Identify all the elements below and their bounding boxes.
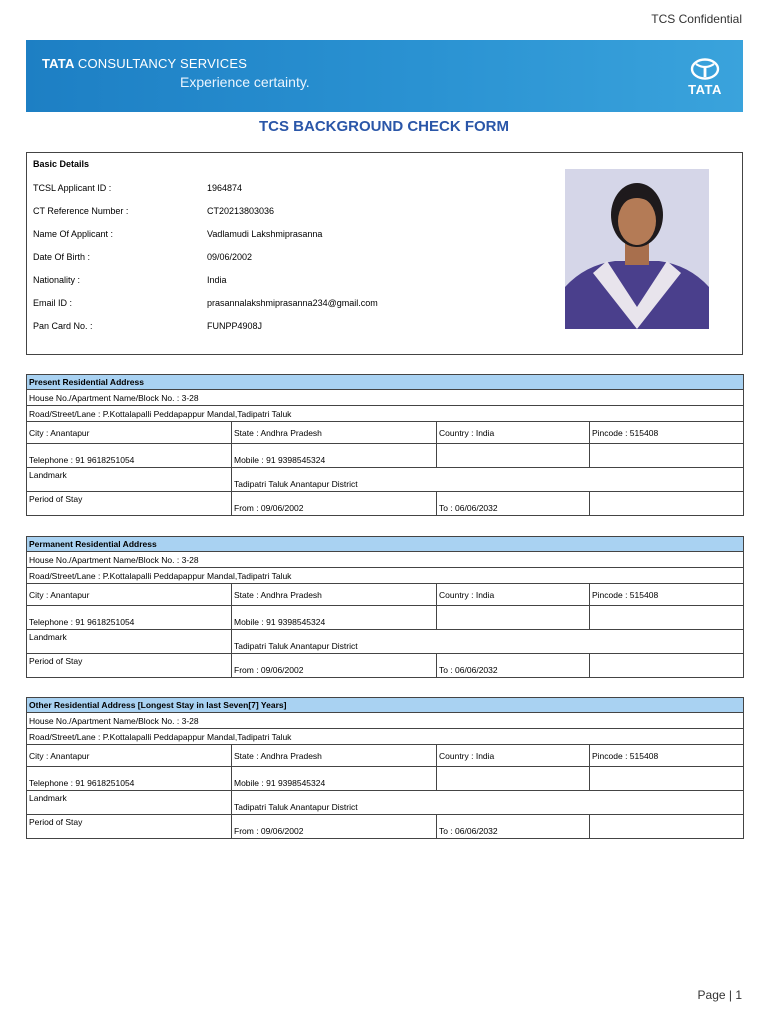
empty-cell xyxy=(437,606,590,630)
other-address-table xyxy=(26,697,744,839)
tata-emblem-icon xyxy=(690,58,720,80)
landmark-label: Landmark xyxy=(27,630,232,654)
pincode: Pincode : 515408 xyxy=(590,422,744,444)
mobile: Mobile : 91 9398545324 xyxy=(232,767,437,791)
mobile: Mobile : 91 9398545324 xyxy=(232,444,437,468)
stay-to: To : 06/06/2032 xyxy=(437,492,590,516)
empty-cell xyxy=(590,654,744,678)
logo-word: TATA xyxy=(688,82,722,97)
country: Country : India xyxy=(437,745,590,767)
telephone: Telephone : 91 9618251054 xyxy=(27,606,232,630)
state: State : Andhra Pradesh xyxy=(232,584,437,606)
permanent-address-table xyxy=(26,536,744,678)
field-label: Name Of Applicant : xyxy=(33,229,114,239)
country: Country : India xyxy=(437,584,590,606)
stay-to: To : 06/06/2032 xyxy=(437,815,590,839)
page-number: Page | 1 xyxy=(697,988,742,1002)
road-street: Road/Street/Lane : P.Kottalapalli Peddapappur Mandal,Tadipatri Taluk xyxy=(27,406,744,422)
field-label: Date Of Birth : xyxy=(33,252,91,262)
pincode: Pincode : 515408 xyxy=(590,584,744,606)
country: Country : India xyxy=(437,422,590,444)
applicant-portrait-image xyxy=(565,169,709,329)
empty-cell xyxy=(590,606,744,630)
field-label: Nationality : xyxy=(33,275,81,285)
stay-from: From : 09/06/2002 xyxy=(232,654,437,678)
section-heading: Other Residential Address [Longest Stay in last Seven[7] Years] xyxy=(27,698,744,713)
applicant-photo xyxy=(565,169,709,329)
period-of-stay-label: Period of Stay xyxy=(27,815,232,839)
company-name xyxy=(42,56,247,71)
field-value: Vadlamudi Lakshmiprasanna xyxy=(207,229,323,239)
landmark-label: Landmark xyxy=(27,791,232,815)
road-street: Road/Street/Lane : P.Kottalapalli Peddapappur Mandal,Tadipatri Taluk xyxy=(27,568,744,584)
mobile: Mobile : 91 9398545324 xyxy=(232,606,437,630)
field-label: Email ID : xyxy=(33,298,73,308)
tagline: Experience certainty. xyxy=(180,74,310,90)
empty-cell xyxy=(437,767,590,791)
landmark-label: Landmark xyxy=(27,468,232,492)
empty-cell xyxy=(590,815,744,839)
telephone: Telephone : 91 9618251054 xyxy=(27,444,232,468)
empty-cell xyxy=(590,767,744,791)
road-street: Road/Street/Lane : P.Kottalapalli Peddapappur Mandal,Tadipatri Taluk xyxy=(27,729,744,745)
landmark-value: Tadipatri Taluk Anantapur District xyxy=(232,468,744,492)
form-title: TCS BACKGROUND CHECK FORM xyxy=(259,118,509,135)
confidential-label: TCS Confidential xyxy=(651,12,742,26)
field-value: India xyxy=(207,275,227,285)
empty-cell xyxy=(590,444,744,468)
stay-from: From : 09/06/2002 xyxy=(232,815,437,839)
field-value: CT20213803036 xyxy=(207,206,275,216)
empty-cell xyxy=(437,444,590,468)
house-number: House No./Apartment Name/Block No. : 3-28 xyxy=(27,713,744,729)
state: State : Andhra Pradesh xyxy=(232,422,437,444)
field-label: CT Reference Number : xyxy=(33,206,129,216)
city: City : Anantapur xyxy=(27,584,232,606)
field-value: FUNPP4908J xyxy=(207,321,263,331)
house-number: House No./Apartment Name/Block No. : 3-28 xyxy=(27,552,744,568)
field-label: Pan Card No. : xyxy=(33,321,93,331)
city: City : Anantapur xyxy=(27,745,232,767)
header-banner xyxy=(26,40,743,112)
field-label: TCSL Applicant ID : xyxy=(33,183,112,193)
basic-details-section xyxy=(26,152,743,355)
landmark-value: Tadipatri Taluk Anantapur District xyxy=(232,630,744,654)
section-heading: Present Residential Address xyxy=(27,375,744,390)
landmark-value: Tadipatri Taluk Anantapur District xyxy=(232,791,744,815)
section-heading: Permanent Residential Address xyxy=(27,537,744,552)
city: City : Anantapur xyxy=(27,422,232,444)
pincode: Pincode : 515408 xyxy=(590,745,744,767)
field-value: prasannalakshmiprasanna234@gmail.com xyxy=(207,298,378,308)
stay-from: From : 09/06/2002 xyxy=(232,492,437,516)
state: State : Andhra Pradesh xyxy=(232,745,437,767)
empty-cell xyxy=(590,492,744,516)
stay-to: To : 06/06/2032 xyxy=(437,654,590,678)
tata-logo xyxy=(683,58,727,97)
brand-consultancy: CONSULTANCY SERVICES xyxy=(77,56,248,71)
present-address-table xyxy=(26,374,744,516)
period-of-stay-label: Period of Stay xyxy=(27,654,232,678)
field-value: 1964874 xyxy=(207,183,243,193)
period-of-stay-label: Period of Stay xyxy=(27,492,232,516)
brand-tata: TATA xyxy=(42,56,75,71)
house-number: House No./Apartment Name/Block No. : 3-28 xyxy=(27,390,744,406)
basic-details-heading: Basic Details xyxy=(33,159,90,169)
field-value: 09/06/2002 xyxy=(207,252,253,262)
telephone: Telephone : 91 9618251054 xyxy=(27,767,232,791)
